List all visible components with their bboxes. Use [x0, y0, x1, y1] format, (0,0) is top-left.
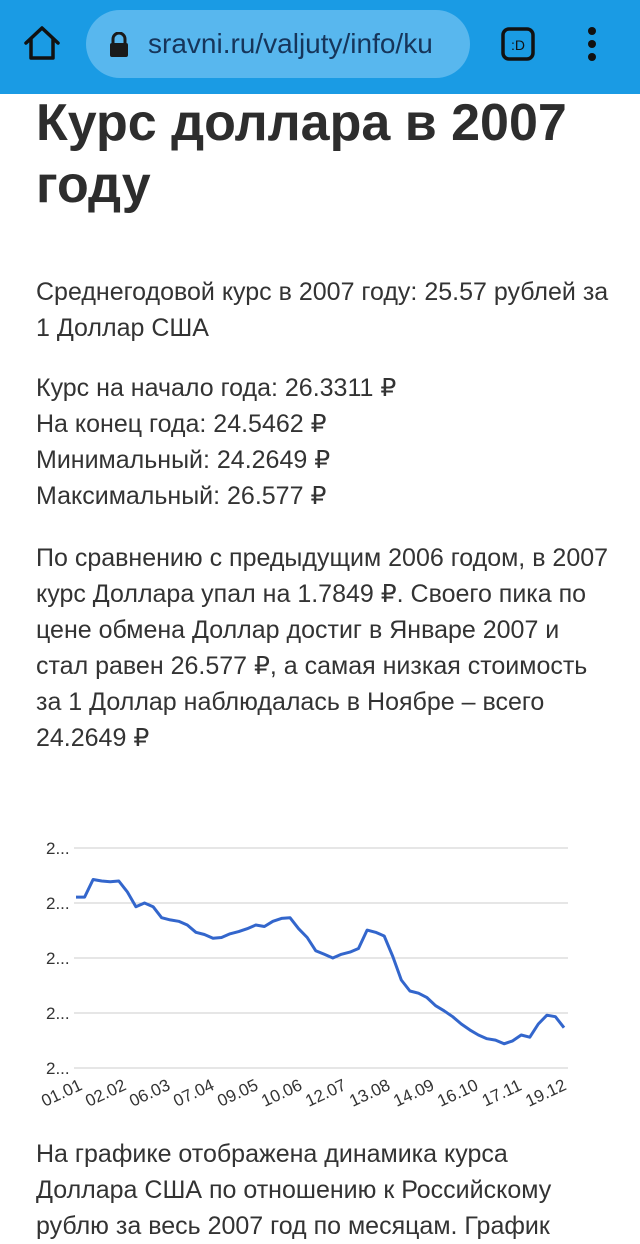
- average-rate-text: Среднегодовой курс в 2007 году: 25.57 рублей за 1 Доллар США: [36, 278, 609, 342]
- stat-max: Максимальный: 26.577 ₽: [36, 482, 327, 510]
- tabs-switcher-icon[interactable]: [500, 26, 536, 62]
- x-tick-label: 02.02: [82, 1075, 129, 1111]
- stat-end: На конец года: 24.5462 ₽: [36, 410, 327, 438]
- browser-toolbar: [0, 0, 640, 94]
- address-bar[interactable]: [86, 10, 470, 78]
- lock-icon: [108, 32, 130, 58]
- stat-start: Курс на начало года: 26.3311 ₽: [36, 374, 397, 402]
- y-tick-label: 2...: [46, 839, 70, 858]
- rate-stats: [36, 370, 616, 514]
- tabs-switcher-label: :D: [511, 37, 525, 53]
- x-tick-label: 07.04: [170, 1075, 218, 1111]
- series-line-usd-rate: [76, 880, 564, 1044]
- x-tick-label: 10.06: [258, 1075, 306, 1111]
- x-tick-label: 12.07: [302, 1075, 350, 1111]
- y-tick-label: 2...: [46, 949, 70, 968]
- stat-min: Минимальный: 24.2649 ₽: [36, 446, 331, 474]
- x-tick-label: 01.01: [38, 1075, 85, 1111]
- x-tick-label: 14.09: [390, 1075, 438, 1111]
- rate-chart: [0, 820, 640, 1120]
- x-tick-label: 17.11: [479, 1075, 525, 1111]
- menu-icon[interactable]: [580, 22, 604, 66]
- url-text: sravni.ru/valjuty/info/ku: [148, 28, 433, 59]
- x-tick-label: 06.03: [126, 1075, 173, 1111]
- y-tick-label: 2...: [46, 894, 70, 913]
- y-tick-label: 2...: [46, 1059, 70, 1078]
- x-tick-label: 09.05: [214, 1075, 262, 1111]
- x-tick-label: 19.12: [522, 1075, 570, 1111]
- y-tick-label: 2...: [46, 1004, 70, 1023]
- x-tick-label: 16.10: [434, 1075, 482, 1111]
- comparison-text: По сравнению с предыдущим 2006 годом, в 2007 курс Доллара упал на 1.7849 ₽. Своего пика по цене обмена Доллар достиг в Январе 2007 и стал равен 26.577 ₽, а самая низкая стоимость за 1 Доллар наблюдалась в Ноябре – всего 24.2649 ₽: [36, 544, 609, 752]
- x-tick-label: 13.08: [346, 1075, 394, 1111]
- page-title: Курс доллара в 2007 году: [36, 94, 567, 214]
- home-icon[interactable]: [20, 22, 64, 66]
- chart-caption: На графике отображена динамика курса Доллара США по отношению к Российскому рублю за весь 2007 год по месяцам. График: [36, 1140, 552, 1240]
